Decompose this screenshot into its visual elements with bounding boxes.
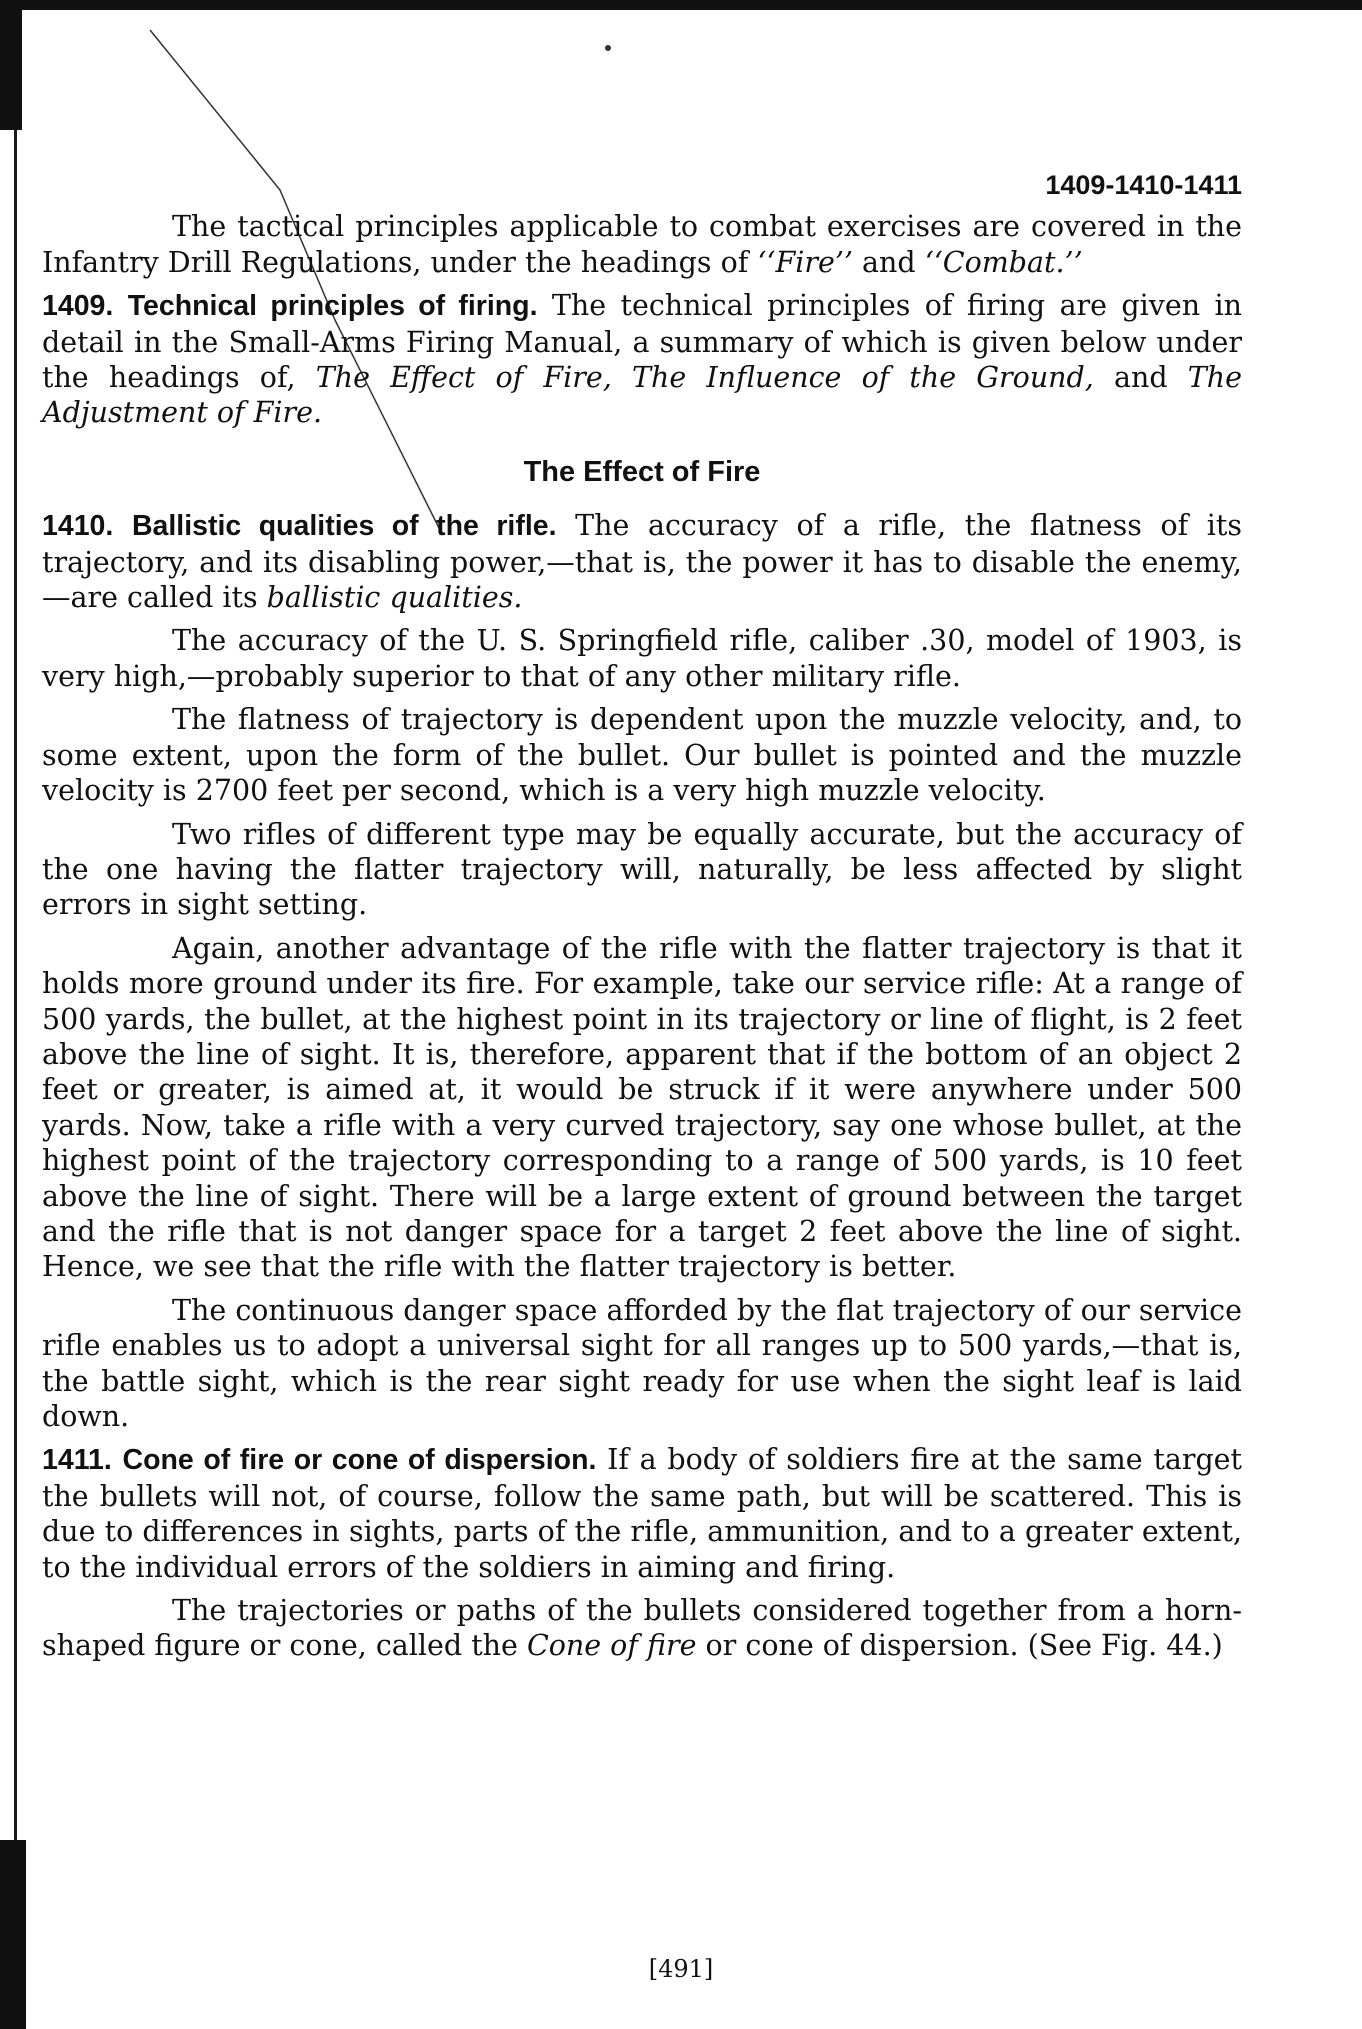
- document-body: [42, 168, 1242, 1672]
- page-number: [491]: [648, 1955, 714, 1983]
- section-title: The Effect of Fire: [523, 455, 761, 488]
- paragraph-danger-space: The continuous danger space afforded by the flat trajectory of our service rifle enables us to adopt a universal sight for all ranges up to 500 yards,—that is, the battle sight, which is the rear sight ready for use when the sight leaf is laid down.: [42, 1293, 1242, 1433]
- intro-paragraph: The tactical principles applicable to combat exercises are covered in the Infantry Drill Regulations, under the headings of ‘‘Fire’’ and ‘‘Combat.’’: [42, 210, 1242, 279]
- paragraph-1410: 1410. Ballistic qualities of the rifle. The accuracy of a rifle, the flatness of its trajectory, and its disabling power,—that is, the power it has to disable the enemy,—are called its ballistic qualities.: [42, 509, 1242, 615]
- paragraph-cone: The trajectories or paths of the bullets considered together from a horn-shaped figure or cone, called the Cone of fire or cone of dispersion. (See Fig. 44.): [42, 1594, 1242, 1663]
- paragraph-accuracy: The accuracy of the U. S. Springfield rifle, caliber .30, model of 1903, is very high,—probably superior to that of any other military rifle.: [42, 624, 1242, 693]
- scan-top-border: [0, 0, 1362, 10]
- page-reference: 1409-1410-1411: [1045, 170, 1242, 200]
- scan-left-edge: [0, 0, 17, 2029]
- paragraph-two-rifles: Two rifles of different type may be equally accurate, but the accuracy of the one having the flatter trajectory will, naturally, be less affected by slight errors in sight setting.: [42, 817, 1242, 922]
- paragraph-flatness: The flatness of trajectory is dependent upon the muzzle velocity, and, to some extent, upon the form of the bullet. Our bullet is pointed and the muzzle velocity is 2700 feet per second, which is a very high muzzle velocity.: [42, 703, 1242, 808]
- paragraph-1409: 1409. Technical principles of firing. The technical principles of firing are given in detail in the Small-Arms Firing Manual, a summary of which is given below under the headings of, The Effect of Fire, The Influence of the Ground, and The Adjustment of Fire.: [42, 289, 1242, 430]
- paragraph-advantage: Again, another advantage of the rifle with the flatter trajectory is that it holds more ground under its fire. For example, take our service rifle: At a range of 500 yards, the bullet, at the highest point in its trajectory or line of flight, is 2 feet above the line of sight. It is, therefore, apparent that if the bottom of an object 2 feet or greater, is aimed at, it would be struck if it were anywhere under 500 yards. Now, take a rifle with a very curved trajectory, say one whose bullet, at the highest point of the trajectory corresponding to a range of 500 yards, is 10 feet above the line of sight. There will be a large extent of ground between the target and the rifle that is not danger space for a target 2 feet above the line of sight. Hence, we see that the rifle with the flatter trajectory is better.: [42, 931, 1242, 1284]
- scan-left-shadow-bottom: [0, 1840, 26, 2029]
- paragraph-1411: 1411. Cone of fire or cone of dispersion. If a body of soldiers fire at the same target the bullets will not, of course, follow the same path, but will be scattered. This is due to differences in sights, parts of the rifle, ammunition, and to a greater extent, to the individual errors of the soldiers in aiming and firing.: [42, 1443, 1243, 1584]
- scan-left-shadow-top: [0, 0, 22, 130]
